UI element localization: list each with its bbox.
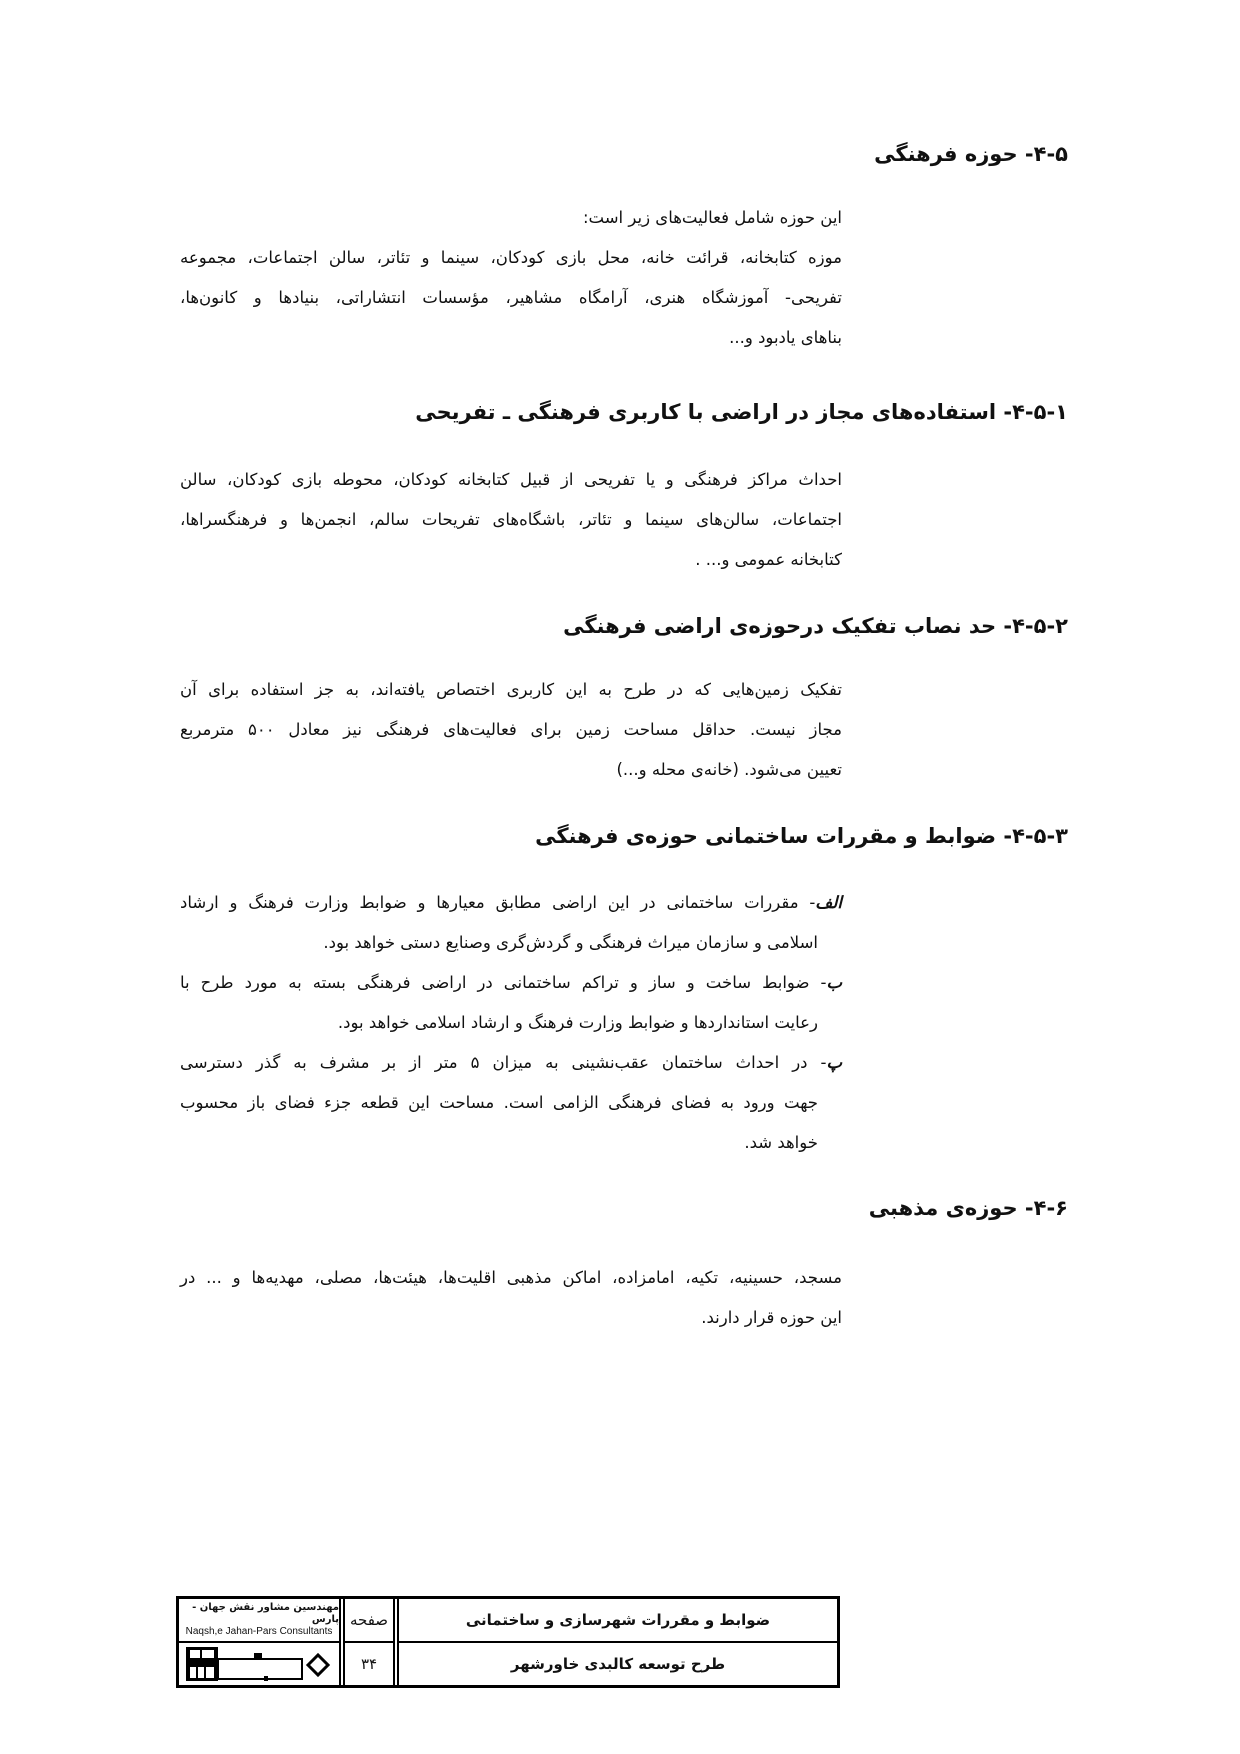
text-line: رعایت استانداردها و ضوابط وزارت فرهنگ و ارشاد اسلامی خواهد بود. (337, 1013, 818, 1032)
section-heading: ۴-۵-۲- حد نصاب تفکیک درحوزه‌ی اراضی فرهنگی (563, 614, 1068, 638)
text-line: مسجد، حسینیه، تکیه، امامزاده، اماکن مذهبی اقلیت‌ها، هیئت‌ها، مصلی، مهدیه‌ها و ... در (180, 1268, 842, 1287)
text-line: کتابخانه عمومی و... . (695, 550, 842, 569)
company-logo (179, 1643, 339, 1685)
page-label: صفحه (345, 1599, 393, 1643)
text-line: اسلامی و سازمان میراث فرهنگی و گردش‌گری وصنایع دستی خواهد بود. (323, 933, 818, 952)
text-line: جهت ورود به فضای فرهنگی الزامی است. مساحت این قطعه جزء فضای باز محسوب (180, 1093, 818, 1112)
item-label: الف (815, 893, 842, 912)
item-label: پ (826, 1053, 842, 1072)
text-line: احداث مراکز فرهنگی و یا تفریحی از قبیل کتابخانه کودکان، محوطه بازی کودکان، سالن (180, 470, 842, 489)
text-line: تفریحی- آموزشگاه هنری، آرامگاه مشاهیر، مؤسسات انتشاراتی، بنیادها و کانون‌ها، (180, 288, 842, 307)
paragraph (180, 1258, 842, 1338)
document-title: ضوابط و مقررات شهرسازی و ساختمانی (399, 1599, 837, 1643)
text-line: این حوزه شامل فعالیت‌های زیر است: (582, 208, 842, 227)
section-heading: ۴-۵- حوزه فرهنگی (874, 142, 1068, 166)
regulation-list (180, 883, 842, 1163)
paragraph (180, 460, 842, 580)
text-line: تعیین می‌شود. (خانه‌ی محله و...) (616, 760, 842, 779)
company-name-en: Naqsh,e Jahan-Pars Consultants (185, 1626, 333, 1637)
text-line: - در احداث ساختمان عقب‌نشینی به میزان ۵ متر از بر مشرف به گذر دسترسی (180, 1053, 827, 1072)
consultant-name (179, 1599, 339, 1643)
page-number: ۳۴ (360, 1655, 378, 1673)
page-block (345, 1599, 393, 1685)
text-line: - مقررات ساختمانی در این اراضی مطابق معیارها و ضوابط وزارت فرهنگ و ارشاد (180, 893, 816, 912)
section-heading: ۴-۵-۳- ضوابط و مقررات ساختمانی حوزه‌ی فرهنگی (535, 824, 1068, 848)
title-block (399, 1599, 837, 1685)
text-line: اجتماعات، سالن‌های سینما و تئاتر، باشگاه‌های تفریحات سالم، انجمن‌ها و فرهنگسراها، (180, 510, 842, 529)
text-line: مجاز نیست. حداقل مساحت زمین برای فعالیت‌های فرهنگی نیز معادل ۵۰۰ مترمربع (180, 720, 842, 739)
list-item (180, 963, 842, 1003)
text-line: این حوزه قرار دارند. (701, 1308, 842, 1327)
section-heading: ۴-۵-۱- استفاده‌های مجاز در اراضی با کاربری فرهنگی ـ تفریحی (415, 400, 1068, 424)
list-item (180, 883, 842, 923)
text-line: خواهد شد. (744, 1133, 818, 1152)
paragraph (180, 670, 842, 790)
list-item (180, 1043, 842, 1083)
project-title: طرح توسعه کالبدی خاورشهر (510, 1655, 726, 1673)
text-line: موزه کتابخانه، قرائت خانه، محل بازی کودکان، سینما و تئاتر، سالن اجتماعات، مجموعه (180, 248, 842, 267)
item-label: ب (826, 973, 842, 992)
text-line: - ضوابط ساخت و ساز و تراکم ساختمانی در اراضی فرهنگی بسته به مورد طرح با (180, 973, 827, 992)
company-name-fa: مهندسین مشاور نقش جهان - پارس (192, 1602, 339, 1625)
text-line: بناهای یادبود و... (729, 328, 842, 347)
paragraph (180, 198, 842, 358)
consultant-block (179, 1599, 339, 1685)
section-heading: ۴-۶- حوزه‌ی مذهبی (868, 1196, 1068, 1220)
logo-icon (184, 1645, 334, 1683)
page-footer (176, 1596, 840, 1688)
text-line: تفکیک زمین‌هایی که در طرح به این کاربری اختصاص یافته‌اند، به جز استفاده برای آن (180, 680, 842, 699)
